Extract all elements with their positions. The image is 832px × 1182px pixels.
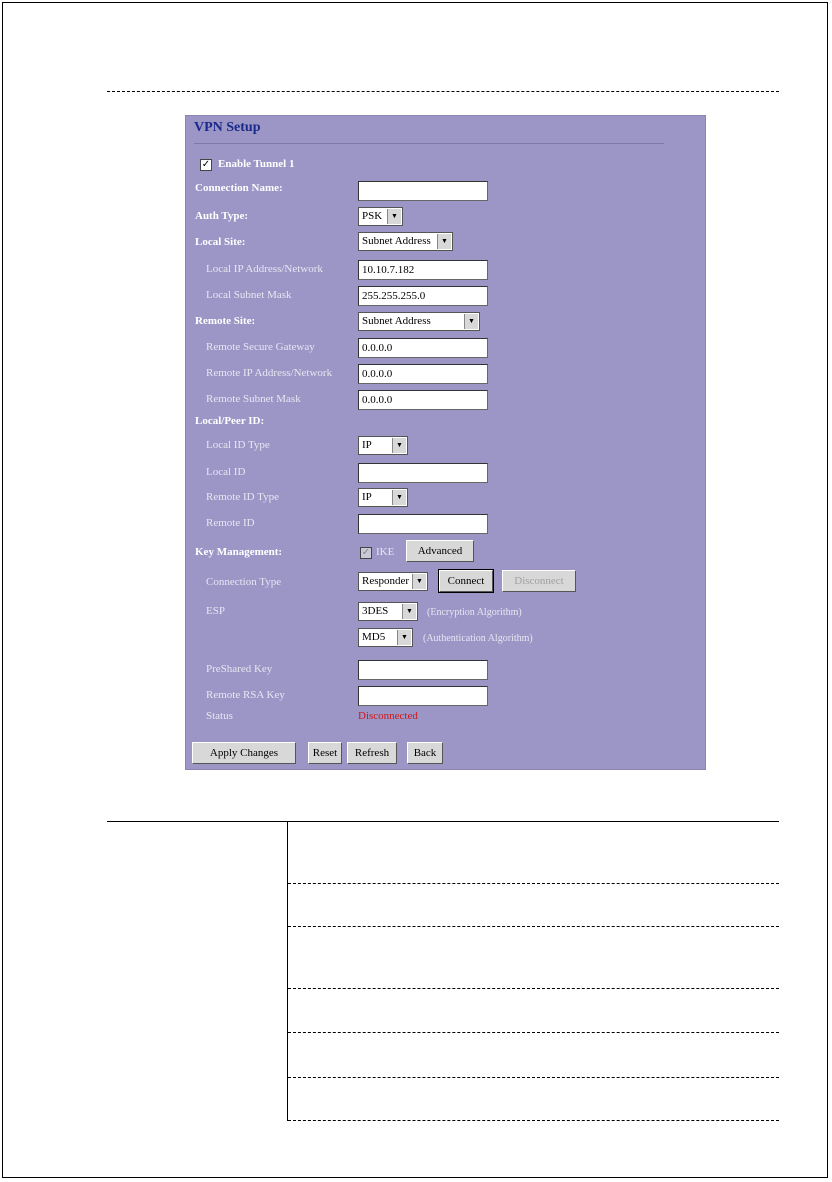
connect-button[interactable]: Connect [439,570,493,592]
table-row-divider [288,1032,779,1033]
title-rule [194,143,664,144]
table-top-rule [107,821,779,822]
ike-checkbox[interactable]: ✓ [361,547,371,558]
auth-algorithm-select[interactable] [358,628,413,647]
local-id-type-label: Local ID Type [206,439,270,451]
connection-name-label: Connection Name: [195,182,283,194]
connection-type-select[interactable] [358,572,428,591]
connection-type-label: Connection Type [206,576,282,588]
table-row-divider [288,1120,779,1121]
remote-id-type-value: IP [362,491,372,503]
local-site-select[interactable] [358,232,453,251]
preshared-key-label: PreShared Key [206,663,273,675]
apply-changes-button[interactable]: Apply Changes [192,742,296,764]
encryption-hint: (Encryption Algorithm) [427,607,522,618]
remote-mask-label: Remote Subnet Mask [206,393,301,405]
table-row-divider [288,883,779,884]
remote-ip-input[interactable]: 0.0.0.0 [358,364,488,384]
status-label: Status [206,710,233,722]
chevron-down-icon: ▼ [387,209,401,224]
chevron-down-icon: ▼ [437,234,451,249]
reset-button[interactable]: Reset [308,742,342,764]
auth-type-label: Auth Type: [195,210,249,222]
remote-site-value: Subnet Address [362,315,431,327]
remote-gateway-input[interactable]: 0.0.0.0 [358,338,488,358]
encryption-select[interactable] [358,602,418,621]
local-id-type-value: IP [362,439,372,451]
vpn-setup-panel [185,115,706,770]
key-management-label: Key Management: [195,546,283,558]
chevron-down-icon: ▼ [397,630,411,645]
preshared-key-input[interactable] [358,660,488,680]
table-column-divider [287,821,288,1121]
auth-type-value: PSK [362,210,383,222]
connection-type-value: Responder [362,575,410,587]
top-divider [107,91,779,92]
chevron-down-icon: ▼ [392,490,406,505]
enable-tunnel-label [218,158,294,170]
table-row-divider [288,926,779,927]
enable-tunnel-text: Enable Tunnel [218,158,287,170]
ike-label: IKE [376,546,395,558]
auth-type-select[interactable] [358,207,403,226]
remote-id-type-label: Remote ID Type [206,491,279,503]
local-site-value: Subnet Address [362,235,431,247]
remote-ip-label: Remote IP Address/Network [206,367,333,379]
table-row-divider [288,988,779,989]
table-row-divider [288,1077,779,1078]
disconnect-button[interactable]: Disconnect [502,570,576,592]
auth-algorithm-value: MD5 [362,631,386,643]
remote-id-type-select[interactable] [358,488,408,507]
esp-label: ESP [206,605,225,617]
local-id-type-select[interactable] [358,436,408,455]
remote-rsa-key-input[interactable] [358,686,488,706]
chevron-down-icon: ▼ [464,314,478,329]
back-button[interactable]: Back [407,742,443,764]
local-id-input[interactable] [358,463,488,483]
local-site-label: Local Site: [195,236,246,248]
connection-name-input[interactable] [358,181,488,201]
local-ip-label: Local IP Address/Network [206,263,323,275]
local-mask-input[interactable]: 255.255.255.0 [358,286,488,306]
remote-site-label: Remote Site: [195,315,256,327]
status-value: Disconnected [358,710,418,722]
advanced-button[interactable]: Advanced [406,540,474,562]
encryption-value: 3DES [362,605,389,617]
remote-id-label: Remote ID [206,517,255,529]
auth-algorithm-hint: (Authentication Algorithm) [423,633,533,644]
chevron-down-icon: ▼ [412,574,426,589]
remote-site-select[interactable] [358,312,480,331]
remote-id-input[interactable] [358,514,488,534]
refresh-button[interactable]: Refresh [347,742,397,764]
remote-rsa-key-label: Remote RSA Key [206,689,285,701]
tunnel-number: 1 [288,158,295,170]
chevron-down-icon: ▼ [402,604,416,619]
local-id-label: Local ID [206,466,246,478]
local-mask-label: Local Subnet Mask [206,289,292,301]
panel-title: VPN Setup [194,120,261,135]
chevron-down-icon: ▼ [392,438,406,453]
remote-mask-input[interactable]: 0.0.0.0 [358,390,488,410]
local-ip-input[interactable]: 10.10.7.182 [358,260,488,280]
remote-gateway-label: Remote Secure Gateway [206,341,315,353]
local-peer-id-label: Local/Peer ID: [195,415,265,427]
enable-tunnel-checkbox[interactable]: ✓ [201,159,211,170]
